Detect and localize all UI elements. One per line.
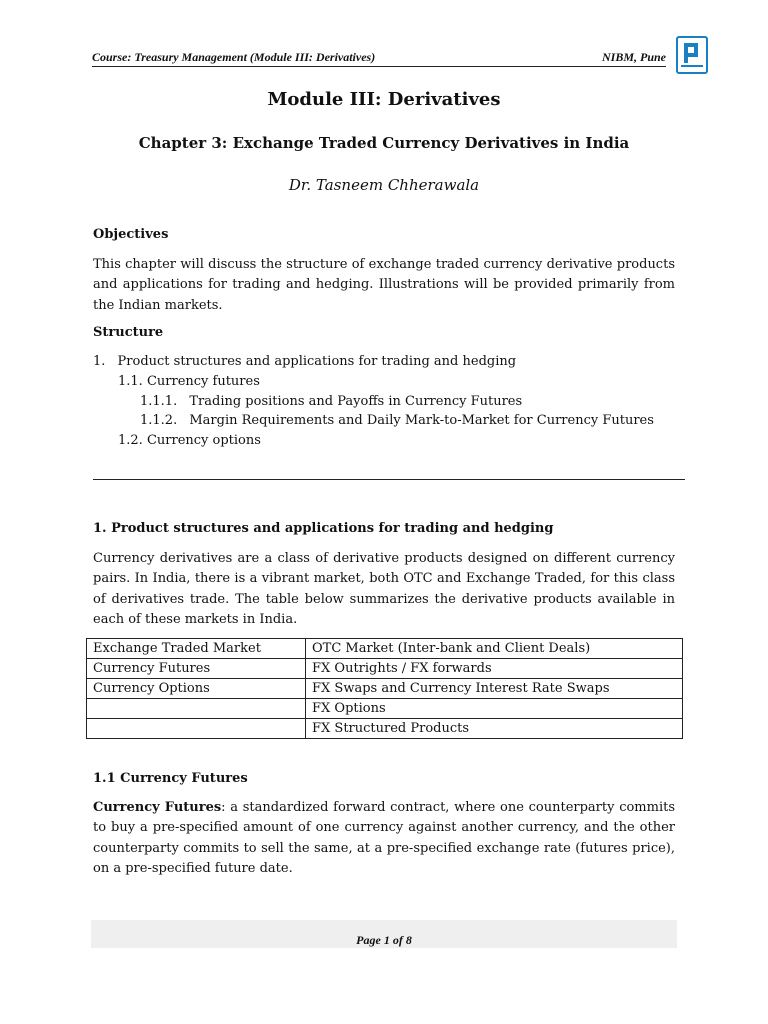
- table-cell: [87, 699, 306, 719]
- list-number: 1.2.: [118, 433, 143, 448]
- table-cell: Currency Futures: [87, 659, 306, 679]
- table-cell: Exchange Traded Market: [87, 639, 306, 659]
- table-cell: [87, 719, 306, 739]
- list-item: [118, 433, 261, 448]
- list-item: [93, 354, 516, 369]
- page-header: [92, 46, 666, 67]
- list-item: [140, 413, 654, 428]
- structure-heading: Structure: [93, 325, 164, 340]
- nibm-logo-icon: [676, 36, 708, 74]
- table-cell: FX Outrights / FX forwards: [306, 659, 683, 679]
- page-footer: [91, 920, 677, 948]
- table-cell: Currency Options: [87, 679, 306, 699]
- institution-label: NIBM, Pune: [601, 50, 666, 64]
- author-name: Dr. Tasneem Chherawala: [288, 176, 480, 194]
- section11-text: [93, 798, 675, 879]
- table-row: [87, 699, 683, 719]
- list-text: Product structures and applications for trading and hedging: [117, 354, 517, 369]
- table-row: [87, 719, 683, 739]
- section11-heading: 1.1 Currency Futures: [93, 771, 248, 786]
- table-row: [87, 659, 683, 679]
- term-label: Currency Futures: [93, 800, 222, 815]
- table-cell: OTC Market (Inter-bank and Client Deals): [306, 639, 683, 659]
- section-divider: [93, 479, 685, 480]
- section1-heading: 1. Product structures and applications for trading and hedging: [93, 521, 554, 536]
- table-cell: FX Options: [306, 699, 683, 719]
- list-number: 1.1.1.: [140, 394, 178, 409]
- table-row: [87, 679, 683, 699]
- list-text: Currency futures: [146, 374, 260, 389]
- objectives-heading: Objectives: [93, 227, 169, 242]
- list-text: Trading positions and Payoffs in Currency Futures: [189, 394, 523, 409]
- list-number: 1.1.: [118, 374, 143, 389]
- chapter-title: Chapter 3: Exchange Traded Currency Derivatives in India: [138, 134, 630, 152]
- table-row: [87, 639, 683, 659]
- list-text: Currency options: [146, 433, 261, 448]
- list-number: 1.: [93, 354, 106, 369]
- products-table: [86, 638, 683, 739]
- definition-text: : a standardized forward contract, where one counterparty commits to buy a pre-specified amount of one currency against another currency, and the other counterparty commits to sell the same, at a pre-specified exchange rate (futures price), on a pre-specified future date.: [93, 800, 676, 876]
- table-cell: FX Swaps and Currency Interest Rate Swaps: [306, 679, 683, 699]
- list-item: [140, 394, 522, 409]
- course-label: Course: Treasury Management (Module III: Derivatives): [92, 50, 376, 64]
- objectives-text: This chapter will discuss the structure of exchange traded currency derivative products and applications for trading and hedging. Illustrations will be provided primarily from the Indian markets.: [93, 257, 675, 313]
- page-number: Page 1 of 8: [356, 933, 412, 947]
- table-cell: FX Structured Products: [306, 719, 683, 739]
- list-item: [118, 374, 260, 389]
- section1-text: Currency derivatives are a class of derivative products designed on different currency pairs. In India, there is a vibrant market, both OTC and Exchange Traded, for this class of derivatives trade. The table below summarizes the derivative products available in each of these markets in India.: [93, 551, 675, 627]
- list-number: 1.1.2.: [140, 413, 178, 428]
- module-title: Module III: Derivatives: [267, 89, 501, 110]
- list-text: Margin Requirements and Daily Mark-to-Market for Currency Futures: [189, 413, 654, 428]
